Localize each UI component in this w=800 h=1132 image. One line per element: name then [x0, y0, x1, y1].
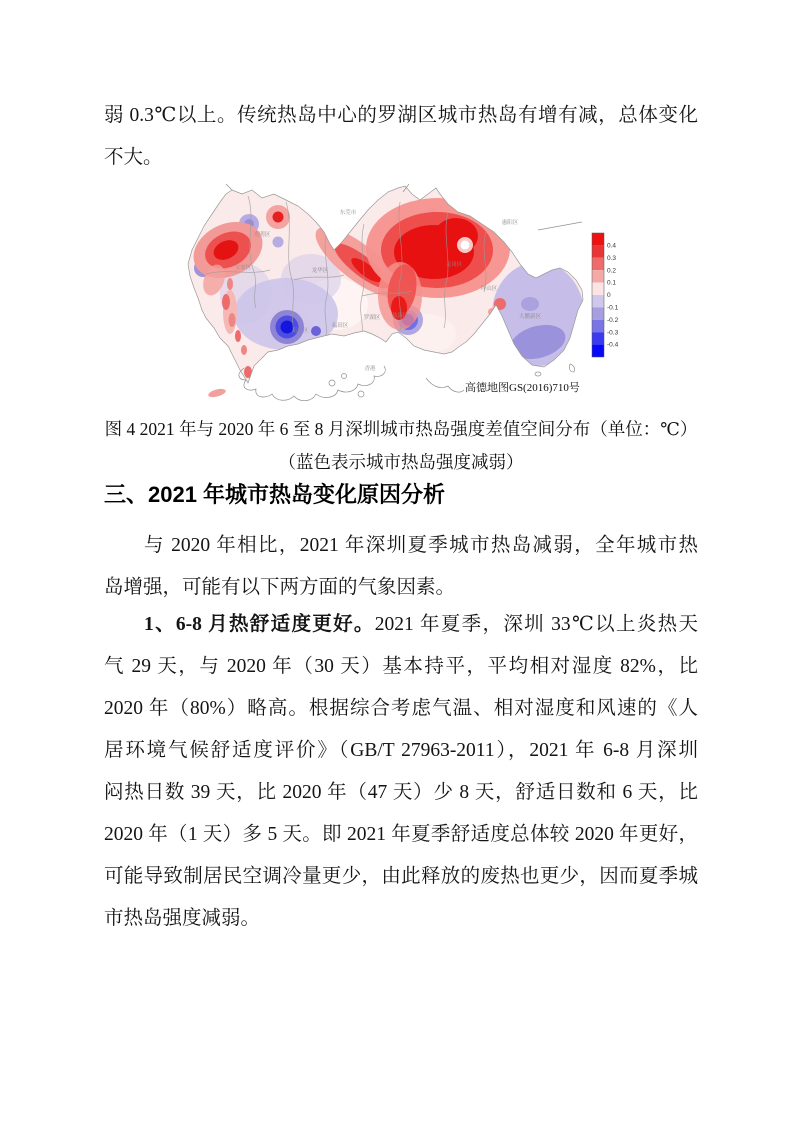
colorbar-tick: 0: [607, 292, 611, 300]
body-line: 气 29 天，与 2020 年（30 天）基本持平，平均相对湿度 82%，比: [104, 656, 698, 677]
colorbar-segment: [592, 270, 604, 282]
paragraph-1: [104, 95, 698, 179]
map-label: 大鹏新区: [518, 314, 542, 320]
colorbar-tick: -0.4: [607, 341, 619, 349]
map-credit: 高德地图GS(2016)710号: [465, 382, 580, 394]
paragraph-2: [104, 525, 698, 609]
colorbar-segment: [592, 307, 604, 319]
figure-caption: [84, 413, 718, 479]
map-label: 福田区: [331, 323, 349, 329]
body-line: 居环境气候舒适度评价》（GB/T 27963-2011），2021 年 6-8 月深圳: [104, 740, 698, 761]
body-line: 不大。: [104, 147, 163, 168]
figure-caption-line2: （蓝色表示城市热岛强度减弱）: [278, 452, 524, 472]
colorbar-segment: [592, 233, 604, 245]
coast-pink-mark: [207, 387, 226, 398]
map-label: 盐田区: [391, 313, 409, 319]
body-line: 岛增强，可能有以下两方面的气象因素。: [104, 577, 456, 598]
body-line: 与 2020 年相比，2021 年深圳夏季城市热岛减弱，全年城市热: [144, 535, 698, 556]
colorbar-segment: [592, 283, 604, 295]
colorbar-tick: -0.1: [607, 304, 619, 312]
paragraph-3: [104, 604, 698, 940]
body-line: 2020 年（80%）略高。根据综合考虑气温、相对湿度和风速的《人: [104, 698, 698, 719]
figure-caption-line1: 图 4 2021 年与 2020 年 6 至 8 月深圳城市热岛强度差值空间分布（单位：℃）: [104, 419, 698, 439]
map-label: 龙岗区: [445, 262, 463, 268]
colorbar-segment: [592, 320, 604, 332]
body-line: [104, 604, 698, 646]
map-label: 东莞市: [339, 210, 357, 216]
paragraph-3-lead: 1、6-8 月热舒适度更好。: [144, 614, 375, 635]
map-label: 坪山区: [480, 286, 498, 292]
colorbar-legend: [592, 233, 619, 357]
colorbar-tick: -0.2: [607, 316, 619, 324]
colorbar-tick: 0.2: [607, 267, 617, 275]
section-heading: 三、2021 年城市热岛变化原因分析: [104, 482, 446, 507]
paragraph-3-line1-rest: 2021 年夏季，深圳 33℃以上炎热天: [374, 614, 698, 635]
heatmap-fill-layers: [186, 184, 586, 404]
map-label: 光明区: [253, 232, 271, 238]
colorbar-segment: [592, 258, 604, 270]
body-line: 可能导致制居民空调冷量更少，由此释放的废热也更少，因而夏季城: [104, 866, 698, 887]
colorbar-segment: [592, 295, 604, 307]
body-line: 闷热日数 39 天，比 2020 年（47 天）少 8 天，舒适日数和 6 天，比: [104, 782, 698, 803]
map-label: 香港: [364, 366, 376, 372]
colorbar-segment: [592, 332, 604, 344]
heatmap-figure: [186, 184, 644, 404]
map-label: 宝安区: [234, 265, 252, 271]
body-line: 弱 0.3℃以上。传统热岛中心的罗湖区城市热岛有增有减，总体变化: [104, 105, 698, 126]
colorbar-segment: [592, 345, 604, 357]
body-line: 2020 年（1 天）多 5 天。即 2021 年夏季舒适度总体较 2020 年更好，: [104, 824, 698, 845]
map-label: 罗湖区: [363, 315, 381, 321]
shenzhen-heat-island-map: [186, 184, 644, 404]
colorbar-tick: -0.3: [607, 329, 619, 337]
colorbar-tick: 0.4: [607, 242, 617, 250]
map-label: 南山区: [291, 328, 309, 334]
body-line: 市热岛强度减弱。: [104, 908, 261, 929]
map-label: 惠阳区: [501, 220, 519, 226]
colorbar-tick: 0.3: [607, 254, 617, 262]
map-label: 龙华区: [311, 268, 329, 274]
colorbar-tick: 0.1: [607, 279, 617, 287]
colorbar-segment: [592, 245, 604, 257]
